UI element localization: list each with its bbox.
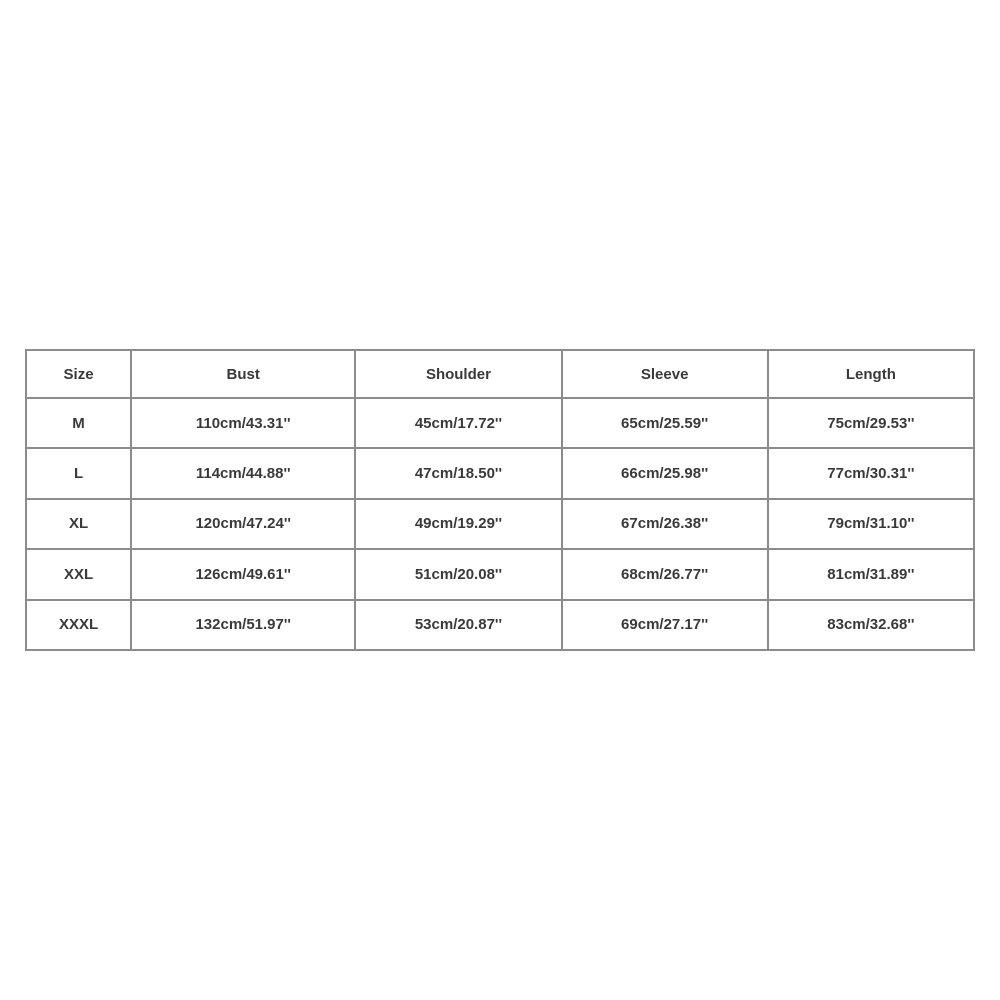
cell-length: 79cm/31.10'' xyxy=(768,499,974,549)
cell-shoulder: 45cm/17.72'' xyxy=(355,398,561,448)
header-size: Size xyxy=(26,350,131,398)
header-sleeve: Sleeve xyxy=(562,350,768,398)
cell-sleeve: 65cm/25.59'' xyxy=(562,398,768,448)
cell-bust: 120cm/47.24'' xyxy=(131,499,355,549)
cell-shoulder: 53cm/20.87'' xyxy=(355,600,561,650)
cell-length: 81cm/31.89'' xyxy=(768,549,974,599)
cell-shoulder: 51cm/20.08'' xyxy=(355,549,561,599)
header-length: Length xyxy=(768,350,974,398)
cell-bust: 110cm/43.31'' xyxy=(131,398,355,448)
cell-sleeve: 67cm/26.38'' xyxy=(562,499,768,549)
cell-size: XXL xyxy=(26,549,131,599)
cell-size: M xyxy=(26,398,131,448)
cell-bust: 126cm/49.61'' xyxy=(131,549,355,599)
size-chart-table xyxy=(25,349,975,651)
cell-sleeve: 69cm/27.17'' xyxy=(562,600,768,650)
cell-bust: 132cm/51.97'' xyxy=(131,600,355,650)
cell-size: L xyxy=(26,448,131,498)
cell-shoulder: 49cm/19.29'' xyxy=(355,499,561,549)
table-row xyxy=(26,448,974,498)
table-row xyxy=(26,549,974,599)
cell-size: XL xyxy=(26,499,131,549)
cell-sleeve: 66cm/25.98'' xyxy=(562,448,768,498)
cell-bust: 114cm/44.88'' xyxy=(131,448,355,498)
table-row xyxy=(26,499,974,549)
cell-sleeve: 68cm/26.77'' xyxy=(562,549,768,599)
header-bust: Bust xyxy=(131,350,355,398)
header-shoulder: Shoulder xyxy=(355,350,561,398)
table-row xyxy=(26,600,974,650)
table-row xyxy=(26,398,974,448)
table-header-row xyxy=(26,350,974,398)
cell-size: XXXL xyxy=(26,600,131,650)
cell-shoulder: 47cm/18.50'' xyxy=(355,448,561,498)
cell-length: 83cm/32.68'' xyxy=(768,600,974,650)
cell-length: 77cm/30.31'' xyxy=(768,448,974,498)
cell-length: 75cm/29.53'' xyxy=(768,398,974,448)
